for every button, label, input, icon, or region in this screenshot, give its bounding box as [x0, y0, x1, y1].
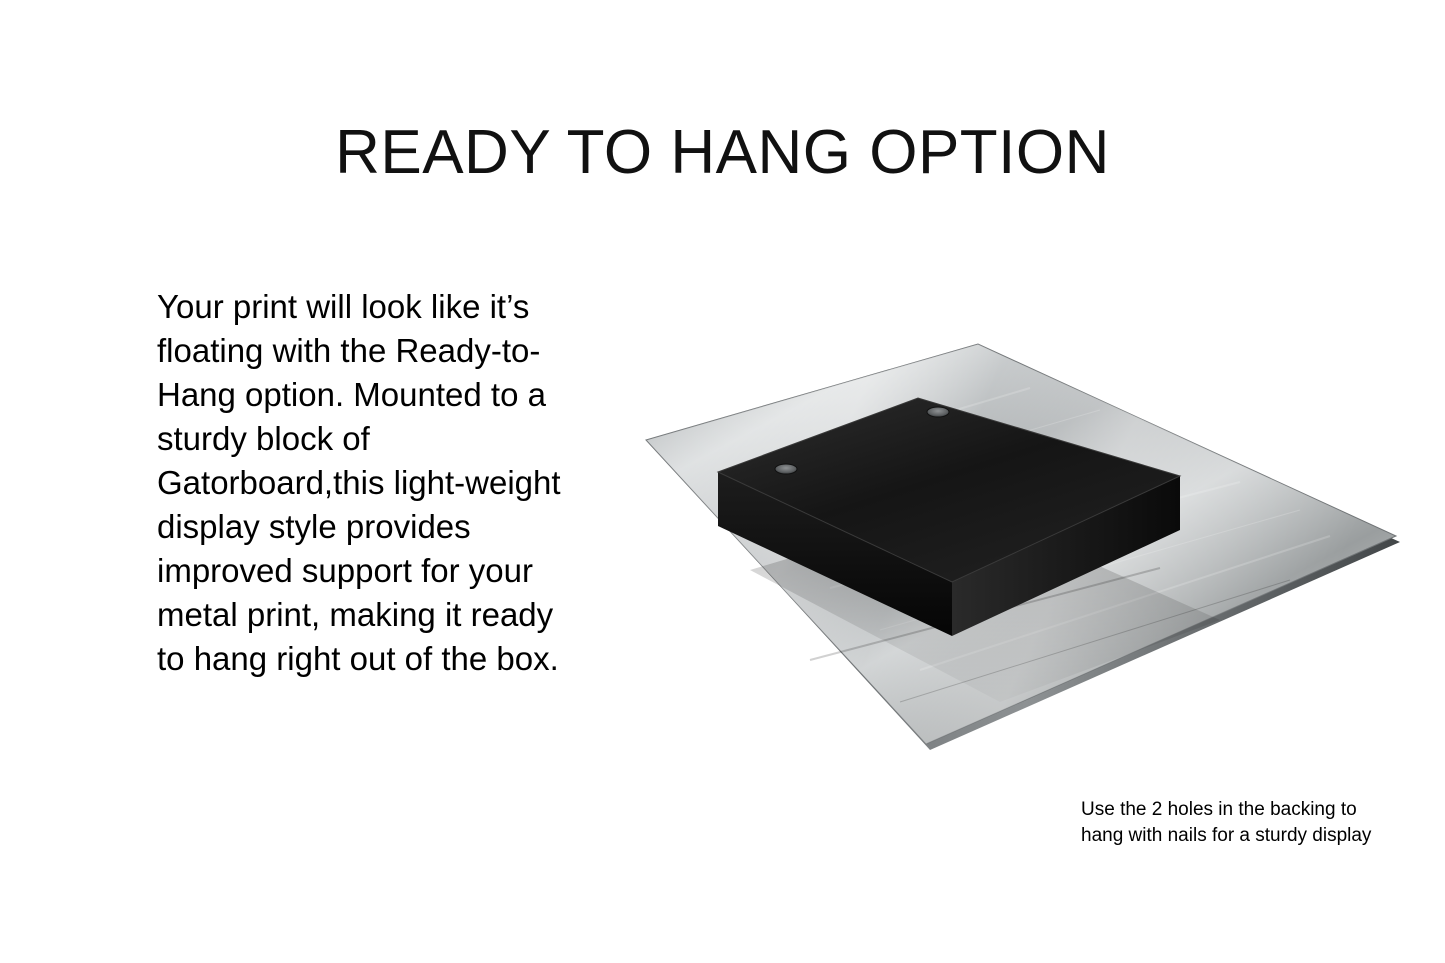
- hanging-hole-lower: [775, 464, 797, 474]
- illustration-svg: [600, 330, 1420, 770]
- page-title: READY TO HANG OPTION: [335, 117, 1110, 187]
- hanging-hole-upper: [927, 407, 949, 417]
- body-text: Your print will look like it’s floating with the Ready-to-Hang option. Mounted to a sturdy block of Gatorboard,this light-weight display style provides improved support for your metal print, making it ready to hang right out of the box.: [157, 288, 561, 677]
- product-illustration: [600, 330, 1420, 770]
- illustration-caption: Use the 2 holes in the backing to hang with nails for a sturdy display: [1081, 799, 1372, 846]
